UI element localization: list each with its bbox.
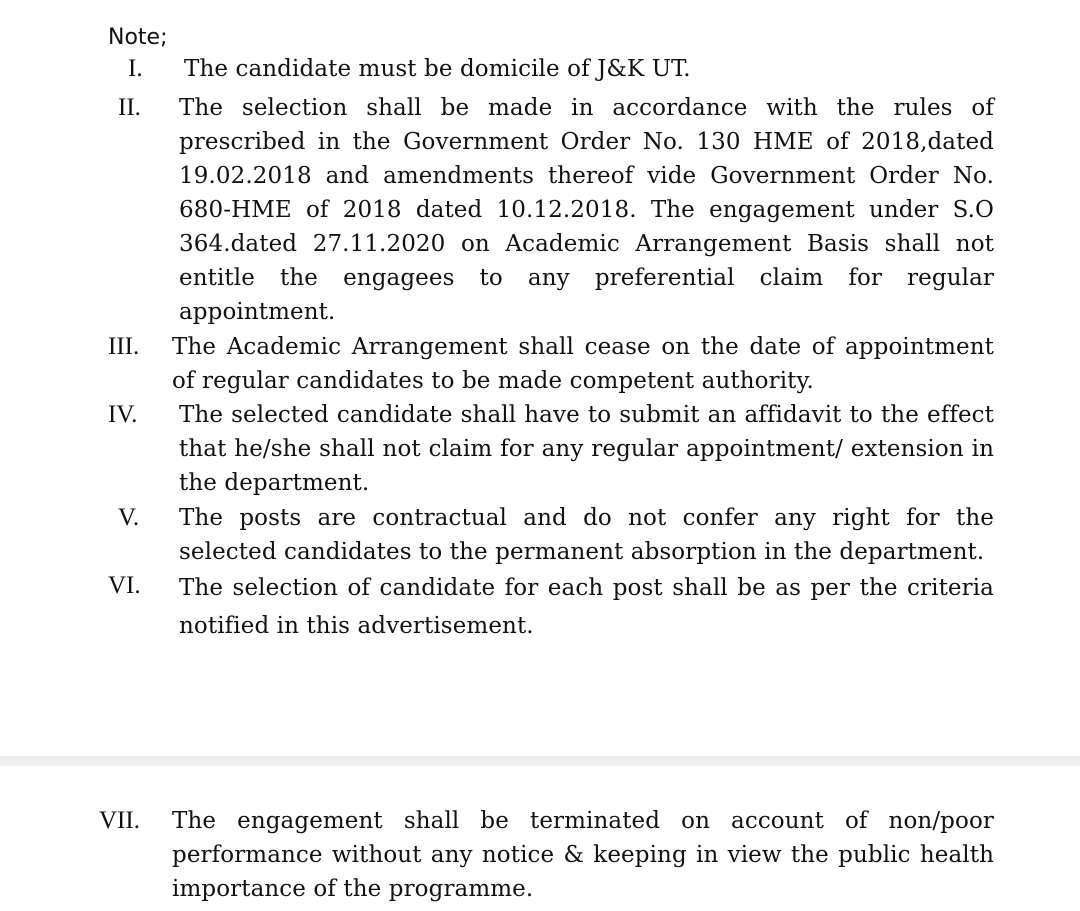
item-text: The Academic Arrangement shall cease on the date of appointment of regular candidates to be made competent authority. [172,334,994,394]
item-numeral: VII. [99,807,140,834]
item-text: The candidate must be domicile of J&K UT. [184,56,691,82]
note-heading: Note; [108,25,168,50]
item-text: The selection shall be made in accordance with the rules of prescribed in the Government Order No. 130 HME of 2018,dated 19.02.2018 and amendments thereof vide Government Order No. 680-HME of 2018 dated 10.12.2018. The engagement under S.O 364.dated 27.11.2020 on Academic Arrangement Basis shall not entitle the engagees to any preferential claim for regular appointment. [179,95,994,325]
item-numeral: III. [108,333,140,360]
item-numeral: I. [128,55,143,82]
item-numeral: IV. [108,401,138,428]
item-text: The selection of candidate for each post shall be as per the criteria notified in this advertisement. [179,575,994,639]
item-numeral: VI. [108,572,141,599]
item-numeral: II. [118,94,141,121]
item-numeral: V. [118,504,140,531]
item-text: The engagement shall be terminated on account of non/poor performance without any notice & keeping in view the public health importance of the programme. [172,808,994,902]
page-separator [0,756,1080,766]
item-text: The posts are contractual and do not confer any right for the selected candidates to the permanent absorption in the department. [179,505,994,565]
item-text: The selected candidate shall have to submit an affidavit to the effect that he/she shall not claim for any regular appointment/ extension in the department. [179,402,994,496]
